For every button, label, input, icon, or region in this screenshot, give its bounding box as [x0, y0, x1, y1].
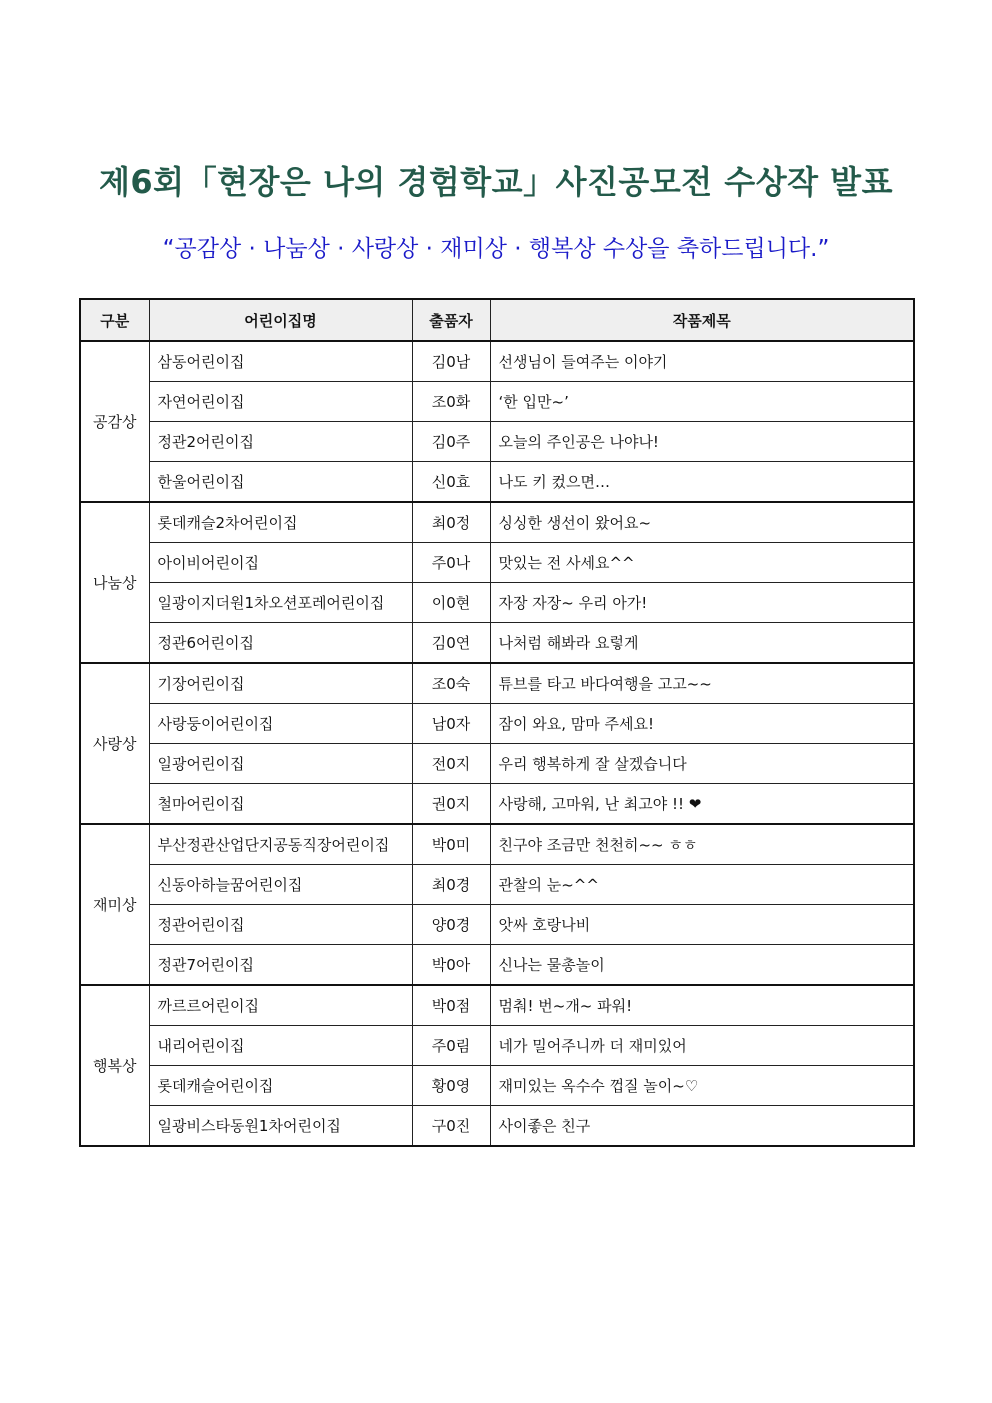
work-title-cell: 사이좋은 친구 [490, 1106, 914, 1147]
table-row [80, 744, 914, 784]
daycare-name-cell: 한울어린이집 [149, 462, 412, 503]
author-cell: 최0경 [412, 865, 490, 905]
daycare-name-cell: 신동아하늘꿈어린이집 [149, 865, 412, 905]
daycare-name-cell: 정관6어린이집 [149, 623, 412, 664]
daycare-name-cell: 정관어린이집 [149, 905, 412, 945]
daycare-name-cell: 롯데캐슬어린이집 [149, 1066, 412, 1106]
table-row [80, 543, 914, 583]
award-category-cell: 공감상 [80, 341, 149, 502]
author-cell: 구0진 [412, 1106, 490, 1147]
header-daycare-name: 어린이집명 [149, 299, 412, 341]
header-category: 구분 [80, 299, 149, 341]
daycare-name-cell: 일광비스타동원1차어린이집 [149, 1106, 412, 1147]
work-title-cell: 멈춰! 번~개~ 파워! [490, 985, 914, 1026]
daycare-name-cell: 아이비어린이집 [149, 543, 412, 583]
daycare-name-cell: 부산정관산업단지공동직장어린이집 [149, 824, 412, 865]
work-title-cell: ‘한 입만~’ [490, 382, 914, 422]
daycare-name-cell: 까르르어린이집 [149, 985, 412, 1026]
table-row [80, 502, 914, 543]
table-row [80, 341, 914, 382]
daycare-name-cell: 롯데캐슬2차어린이집 [149, 502, 412, 543]
daycare-name-cell: 일광이지더원1차오션포레어린이집 [149, 583, 412, 623]
work-title-cell: 선생님이 들여주는 이야기 [490, 341, 914, 382]
author-cell: 주0림 [412, 1026, 490, 1066]
author-cell: 주0나 [412, 543, 490, 583]
daycare-name-cell: 철마어린이집 [149, 784, 412, 825]
author-cell: 이0현 [412, 583, 490, 623]
work-title-cell: 튜브를 타고 바다여행을 고고~~ [490, 663, 914, 704]
table-row [80, 985, 914, 1026]
work-title-cell: 재미있는 옥수수 껍질 놀이~♡ [490, 1066, 914, 1106]
author-cell: 황0영 [412, 1066, 490, 1106]
table-row [80, 623, 914, 664]
daycare-name-cell: 정관2어린이집 [149, 422, 412, 462]
work-title-cell: 신나는 물총놀이 [490, 945, 914, 986]
author-cell: 김0주 [412, 422, 490, 462]
work-title-cell: 나도 키 컸으면… [490, 462, 914, 503]
work-title-cell: 사랑해, 고마워, 난 최고야 !! ❤ [490, 784, 914, 825]
author-cell: 신0효 [412, 462, 490, 503]
work-title-cell: 맛있는 전 사세요^^ [490, 543, 914, 583]
work-title-cell: 관찰의 눈~^^ [490, 865, 914, 905]
daycare-name-cell: 일광어린이집 [149, 744, 412, 784]
table-header-row [80, 299, 914, 341]
daycare-name-cell: 정관7어린이집 [149, 945, 412, 986]
author-cell: 전0지 [412, 744, 490, 784]
award-category-cell: 나눔상 [80, 502, 149, 663]
award-category-cell: 행복상 [80, 985, 149, 1146]
table-row [80, 824, 914, 865]
author-cell: 권0지 [412, 784, 490, 825]
author-cell: 김0남 [412, 341, 490, 382]
header-work-title: 작품제목 [490, 299, 914, 341]
work-title-cell: 오늘의 주인공은 나야나! [490, 422, 914, 462]
page-subtitle: “공감상 · 나눔상 · 사랑상 · 재미상 · 행복상 수상을 축하드립니다.” [162, 236, 830, 262]
work-title-cell: 우리 행복하게 잘 살겠습니다 [490, 744, 914, 784]
table-row [80, 382, 914, 422]
author-cell: 조0숙 [412, 663, 490, 704]
table-row [80, 905, 914, 945]
work-title-cell: 앗싸 호랑나비 [490, 905, 914, 945]
work-title-cell: 자장 자장~ 우리 아가! [490, 583, 914, 623]
daycare-name-cell: 내리어린이집 [149, 1026, 412, 1066]
table-row [80, 865, 914, 905]
author-cell: 박0아 [412, 945, 490, 986]
author-cell: 박0미 [412, 824, 490, 865]
author-cell: 양0경 [412, 905, 490, 945]
author-cell: 남0자 [412, 704, 490, 744]
work-title-cell: 잠이 와요, 맘마 주세요! [490, 704, 914, 744]
author-cell: 김0연 [412, 623, 490, 664]
award-category-cell: 재미상 [80, 824, 149, 985]
table-row [80, 1026, 914, 1066]
work-title-cell: 네가 밀어주니까 더 재미있어 [490, 1026, 914, 1066]
daycare-name-cell: 기장어린이집 [149, 663, 412, 704]
daycare-name-cell: 사랑둥이어린이집 [149, 704, 412, 744]
table-row [80, 422, 914, 462]
table-row [80, 945, 914, 986]
work-title-cell: 친구야 조금만 천천히~~ ㅎㅎ [490, 824, 914, 865]
table-row [80, 1106, 914, 1147]
page-title: 제6회「현장은 나의 경험학교」사진공모전 수상작 발표 [99, 163, 893, 201]
table-row [80, 462, 914, 503]
table-row [80, 704, 914, 744]
author-cell: 최0정 [412, 502, 490, 543]
awards-table-body [80, 341, 914, 1146]
awards-table [79, 298, 915, 1147]
work-title-cell: 나처럼 해봐라 요렇게 [490, 623, 914, 664]
work-title-cell: 싱싱한 생선이 왔어요~ [490, 502, 914, 543]
table-row [80, 1066, 914, 1106]
daycare-name-cell: 자연어린이집 [149, 382, 412, 422]
award-category-cell: 사랑상 [80, 663, 149, 824]
header-author: 출품자 [412, 299, 490, 341]
author-cell: 박0점 [412, 985, 490, 1026]
table-row [80, 784, 914, 825]
daycare-name-cell: 삼동어린이집 [149, 341, 412, 382]
author-cell: 조0화 [412, 382, 490, 422]
table-row [80, 583, 914, 623]
table-row [80, 663, 914, 704]
